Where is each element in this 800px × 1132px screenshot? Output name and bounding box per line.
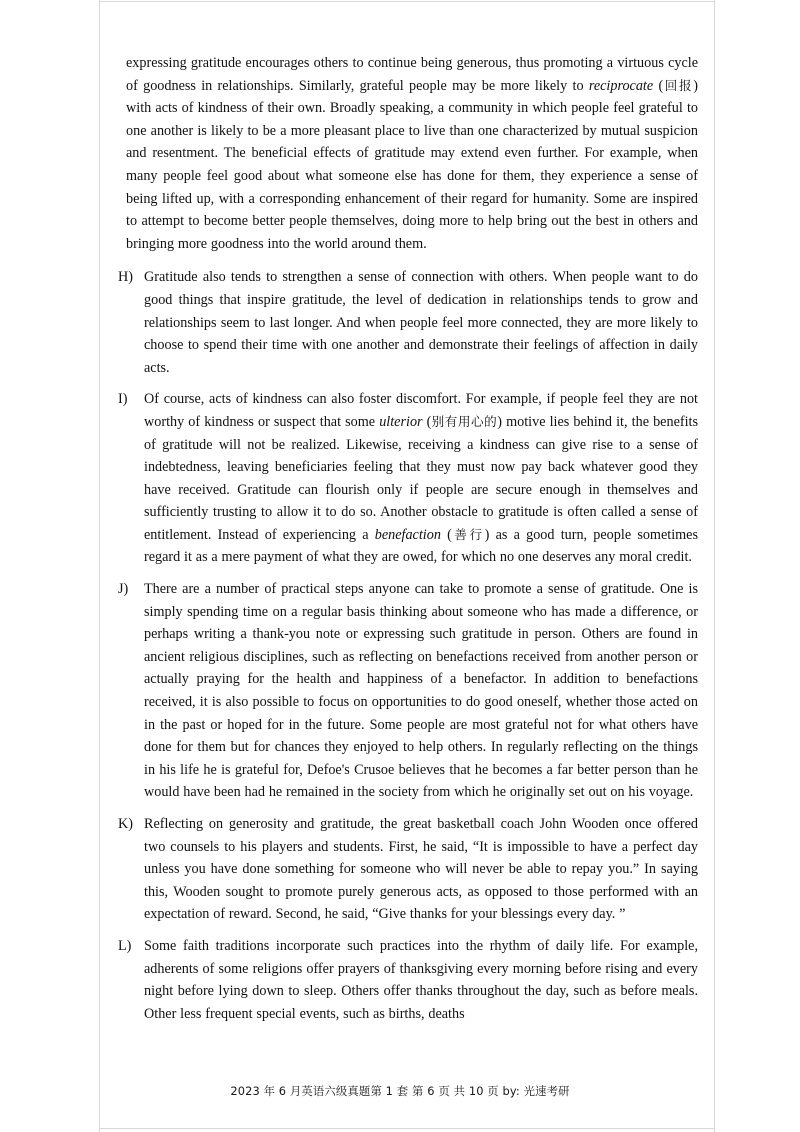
passage-paragraph (118, 578, 698, 804)
paragraph-text: There are a number of practical steps anyone can take to promote a sense of gratitude. One is simply spending time on a regular basis thinking about someone who has made a difference, or perhaps writing a thank-you note or expressing such gratitude in person. Others are found in ancient religious disciplines, such as reflecting on benefactions received from another person or actually praying for the health and happiness of a benefactor. In addition to benefactions received, it is also possible to focus on opportunities to do good oneself, whether those acted on in the past or hoped for in the future. Some people are most grateful not for what others have done for them but for chances they enjoyed to help others. In regularly reflecting on the things in his life he is grateful for, Defoe's Crusoe believes that he becomes a far better person than he would have been had he remained in the society from which he originally set out on his voyage. (144, 581, 698, 801)
passage-paragraph (118, 52, 698, 255)
paragraph-marker: I) (118, 391, 128, 408)
passage-body (118, 52, 698, 1034)
paragraph-text: Some faith traditions incorporate such practices into the rhythm of daily life. For example, adherents of some religions offer prayers of thanksgiving every morning before rising and every night before lying down to sleep. Others offer thanks throughout the day, such as before meals. Other less frequent special events, such as births, deaths (144, 937, 698, 1022)
paragraph-text: expressing gratitude encourages others to continue being generous, thus promoting a virtuous cycle of goodness in relationships. Similarly, grateful people may be more likely to reciprocate (回报) with acts of kindness of their own. Broadly speaking, a community in which people feel grateful to one another is likely to be a more pleasant place to live than one characterized by mutual suspicion and resentment. The beneficial effects of gratitude may extend even further. For example, when many people feel good about what someone else has done for them, they experience a sense of being lifted up, with a corresponding enhancement of their regard for humanity. Some are inspired to attempt to become better people themselves, doing more to help bring out the best in others and bringing more goodness into the world around them. (126, 55, 698, 252)
paragraph-marker: L) (118, 937, 132, 954)
paragraph-marker: H) (118, 269, 133, 286)
paragraph-marker: J) (118, 581, 129, 598)
passage-paragraph (118, 388, 698, 569)
page-border-left (99, 0, 100, 1132)
paragraph-text: Gratitude also tends to strengthen a sense of connection with others. When people want to do good things that inspire gratitude, the level of dedication in relationships tends to grow and relationships seem to last longer. And when people feel more connected, they are more likely to choose to spend their time with one another and demonstrate their feelings of affection in daily acts. (144, 269, 698, 376)
page-border-right (714, 0, 715, 1132)
page-border-bottom (99, 1128, 715, 1129)
passage-paragraph (118, 266, 698, 379)
page-border-top (99, 1, 715, 2)
passage-paragraph (118, 813, 698, 926)
vocab-term: benefaction (374, 526, 441, 543)
chinese-gloss: 别有用心的 (431, 413, 498, 429)
chinese-gloss: 善行 (451, 526, 485, 542)
paragraph-marker: K) (118, 816, 133, 832)
page-footer: 2023 年 6 月英语六级真题第 1 套 第 6 页 共 10 页 by: 光速考研 (230, 1084, 570, 1098)
vocab-term: reciprocate (588, 77, 654, 94)
paragraph-text: Of course, acts of kindness can also foster discomfort. For example, if people feel they are not worthy of kindness or suspect that some ulterior (别有用心的) motive lies behind it, the benefits of gratitude will not be realized. Likewise, receiving a kindness can give rise to a sense of indebtedness, leaving beneficiaries feeling that they must now pay back whatever good they have received. Gratitude can flourish only if people are secure enough in themselves and sufficiently trusting to allow it to do so. Another obstacle to gratitude is often called a sense of entitlement. Instead of experiencing a benefaction (善行) as a good turn, people sometimes regard it as a mere payment of what they are owed, for which no one deserves any moral credit. (144, 391, 698, 566)
paragraph-text: Reflecting on generosity and gratitude, the great basketball coach John Wooden once offered two counsels to his players and students. First, he said, “It is impossible to have a perfect day unless you have done something for someone who will never be able to repay you.” In saying this, Wooden sought to promote purely generous acts, as opposed to those performed with an expectation of reward. Second, he said, “Give thanks for your blessings every day. ” (144, 816, 698, 923)
vocab-term: ulterior (379, 413, 423, 430)
passage-paragraph (118, 935, 698, 1025)
chinese-gloss: 回报 (663, 77, 694, 93)
